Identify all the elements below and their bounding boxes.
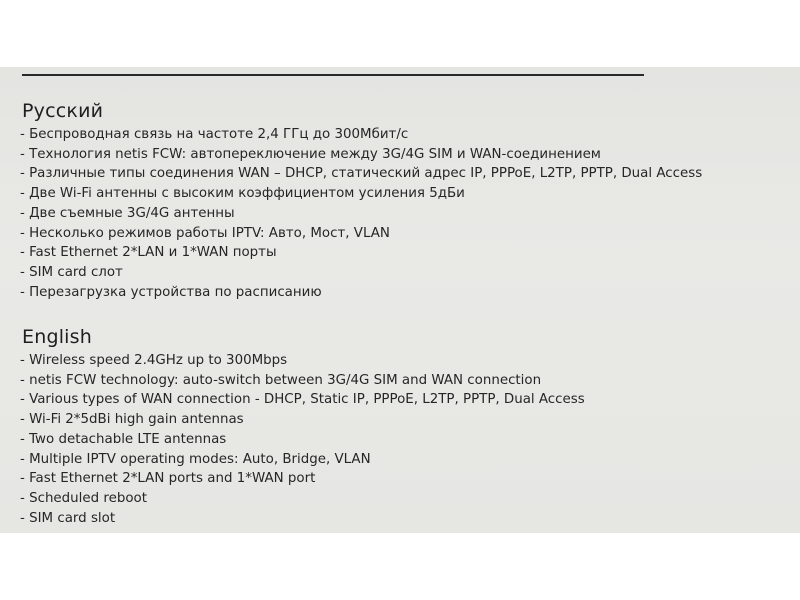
- list-item: - Scheduled reboot: [20, 490, 147, 506]
- russian-feature-list: [20, 125, 702, 302]
- list-item: - Wi-Fi 2*5dBi high gain antennas: [20, 412, 244, 428]
- list-item: - Беспроводная связь на частоте 2,4 ГГц до 300Мбит/с: [20, 127, 409, 142]
- list-item: - netis FCW technology: auto-switch between 3G/4G SIM and WAN connection: [20, 372, 542, 388]
- list-item: - Две Wi-Fi антенны с высоким коэффициентом усиления 5дБи: [20, 186, 465, 202]
- list-item: - SIM card slot: [20, 510, 116, 526]
- list-item: - Перезагрузка устройства по расписанию: [20, 284, 322, 300]
- english-section-title: English: [22, 326, 93, 348]
- list-item: - Fast Ethernet 2*LAN ports and 1*WAN port: [20, 471, 316, 487]
- list-item: - Various types of WAN connection - DHCP, Static IP, PPPoE, L2TP, PPTP, Dual Access: [20, 392, 585, 408]
- list-item: - Технология netis FCW: автопереключение между 3G/4G SIM и WAN-соединением: [20, 146, 601, 162]
- list-item: - Несколько режимов работы IPTV: Авто, Мост, VLAN: [20, 225, 390, 241]
- list-item: - SIM card слот: [20, 264, 123, 280]
- list-item: - Fast Ethernet 2*LAN и 1*WAN порты: [20, 245, 277, 261]
- printed-spec-label: [0, 67, 800, 533]
- russian-section-title: Русский: [22, 100, 104, 122]
- list-item: - Multiple IPTV operating modes: Auto, Bridge, VLAN: [20, 451, 371, 467]
- list-item: - Two detachable LTE antennas: [20, 431, 227, 447]
- list-item: - Различные типы соединения WAN – DHCP, статический адрес IP, PPPoE, L2TP, PPTP, Dual Access: [20, 166, 703, 182]
- list-item: - Две съемные 3G/4G антенны: [20, 205, 235, 221]
- top-divider-line: [22, 74, 644, 76]
- list-item: - Wireless speed 2.4GHz up to 300Mbps: [20, 353, 288, 368]
- english-feature-list: [20, 351, 585, 528]
